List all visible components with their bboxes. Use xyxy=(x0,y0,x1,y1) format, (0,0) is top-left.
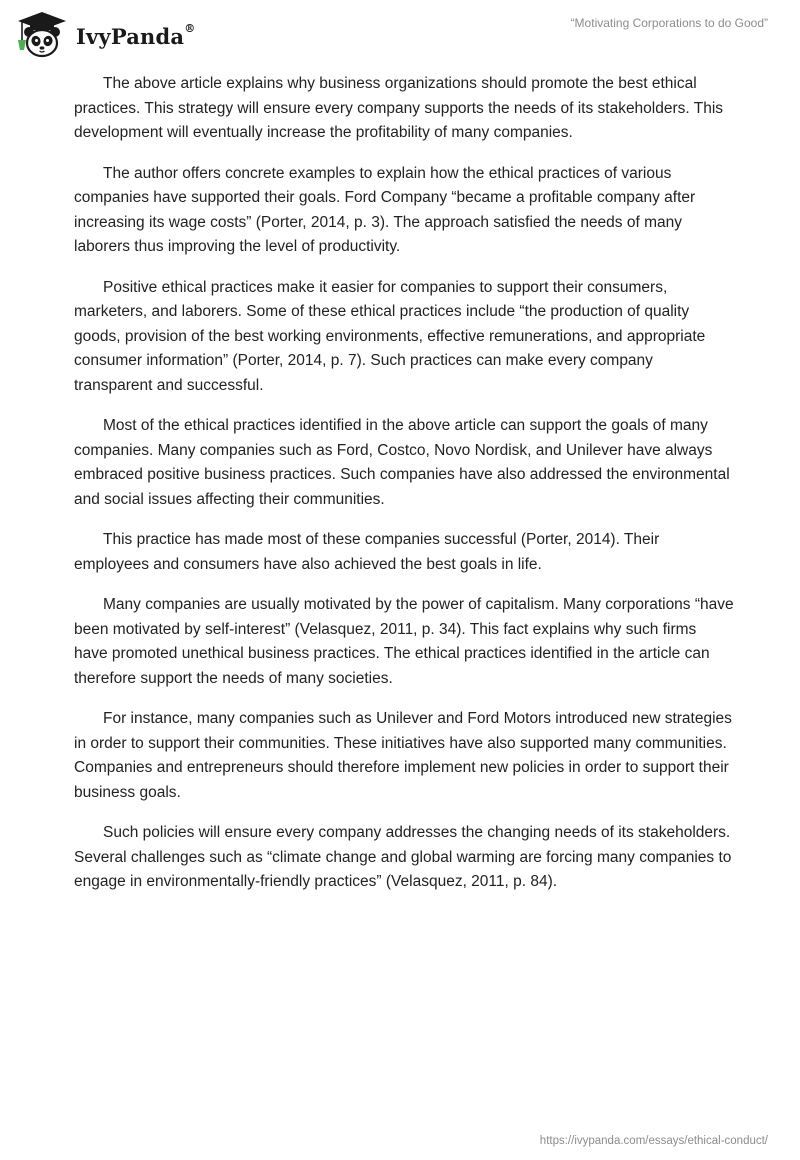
brand-logo[interactable] xyxy=(14,10,195,60)
paragraph: The above article explains why business organizations should promote the best ethical practices. This strategy will ensure every company supports the needs of its stakeholders. This development will eventually increase the profitability of many companies. xyxy=(74,75,724,141)
brand-name: IvyPanda® xyxy=(76,21,196,49)
source-url-link[interactable]: https://ivypanda.com/essays/ethical-conduct/ xyxy=(539,1135,768,1147)
panda-graduate-icon xyxy=(14,10,70,60)
paragraph: Many companies are usually motivated by the power of capitalism. Many corporations “have been motivated by self-interest” (Velasquez, 2011, p. 34). This fact explains why such firms have promoted unethical business practices. The ethical practices identified in the article can therefore support the needs of many societies. xyxy=(74,596,734,687)
paragraph: Such policies will ensure every company addresses the changing needs of its stakeholders. Several challenges such as “climate change and global warming are forcing many companies to engage in environmentally-friendly practices” (Velasquez, 2011, p. 84). xyxy=(74,824,732,890)
paragraph: Most of the ethical practices identified in the above article can support the goals of many companies. Many companies such as Ford, Costco, Novo Nordisk, and Unilever have always embraced positive business practices. Such companies have also addressed the environmental and social issues affecting their communities. xyxy=(74,417,730,508)
document-title: “Motivating Corporations to do Good” xyxy=(570,16,768,30)
paragraph: This practice has made most of these companies successful (Porter, 2014). Their employees and consumers have also achieved the best goals in life. xyxy=(74,531,660,573)
registered-mark: ® xyxy=(184,21,196,35)
page-header xyxy=(0,0,800,70)
paragraph: Positive ethical practices make it easier for companies to support their consumers, marketers, and laborers. Some of these ethical practices include “the production of quality goods, provision of the best working environments, effective remunerations, and appropriate consumer information” (Porter, 2014, p. 7). Such practices can make every company transparent and successful. xyxy=(74,278,706,394)
paragraph: For instance, many companies such as Unilever and Ford Motors introduced new strategies in order to support their communities. These initiatives have also supported many communities. Companies and entrepreneurs should therefore implement new policies in order to support their business goals. xyxy=(74,710,732,801)
paragraph: The author offers concrete examples to explain how the ethical practices of various companies have supported their goals. Ford Company “became a profitable company after increasing its wage costs” (Porter, 2014, p. 3). The approach satisfied the needs of many laborers thus improving the level of productivity. xyxy=(74,164,696,255)
essay-body xyxy=(74,72,734,911)
